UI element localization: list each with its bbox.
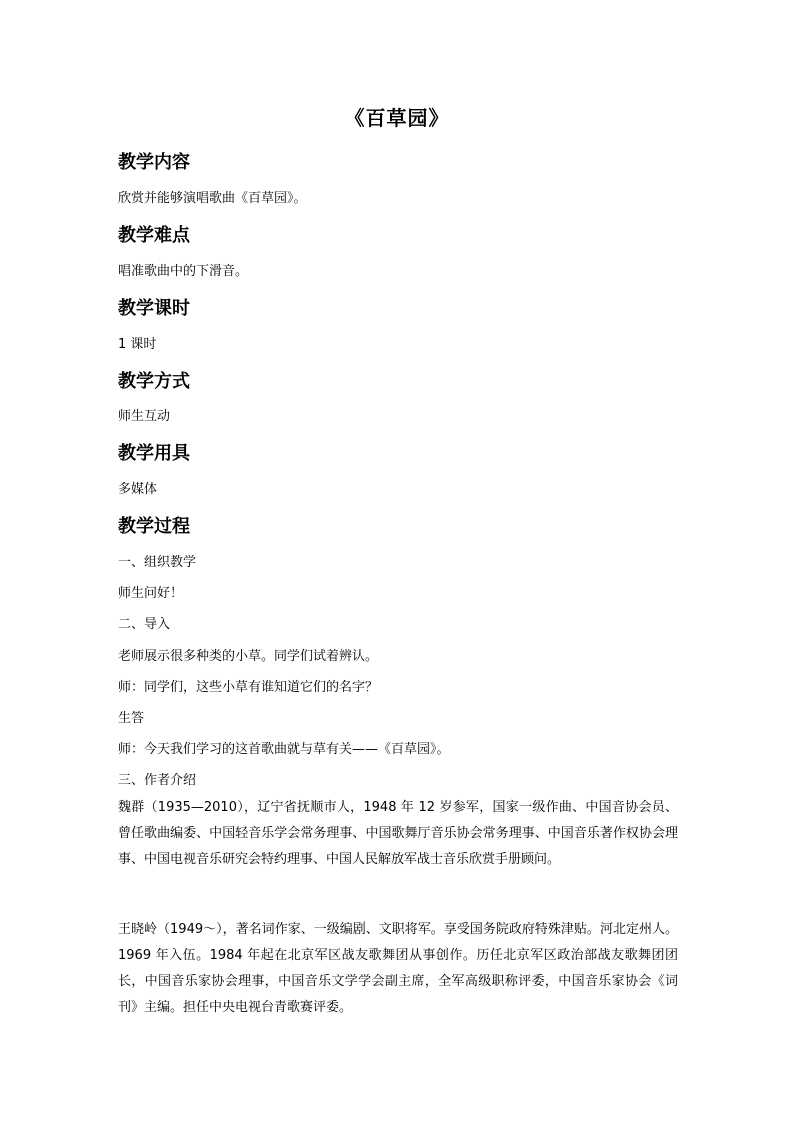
process-line: 老师展示很多种类的小草。同学们试着辨认。: [118, 649, 379, 664]
heading-tools: 教学用具: [118, 443, 190, 464]
text-hours: 1 课时: [118, 337, 157, 352]
heading-content: 教学内容: [118, 152, 190, 173]
process-line: 师生问好！: [118, 586, 184, 601]
process-line: 三、作者介绍: [118, 773, 197, 788]
process-line: 师：同学们，这些小草有谁知道它们的名字？: [118, 680, 379, 695]
heading-process: 教学过程: [118, 516, 190, 537]
text-tools: 多媒体: [118, 482, 158, 497]
text-method: 师生互动: [118, 409, 171, 424]
process-line: 生答: [118, 711, 145, 726]
heading-difficulty: 教学难点: [118, 225, 190, 246]
process-line: 二、导入: [118, 617, 171, 632]
author-intro-wangxiaoling: 王晓岭（1949～），著名词作家、一级编剧、文职将军。享受国务院政府特殊津贴。河北定州人。1969 年入伍。1984 年起在北京军区战友歌舞团从事创作。历任北京军区政治部战友歌舞团团长，中国音乐家协会理事，中国音乐文学学会副主席，全军高级职称评委，中国音乐家协会《词刊》主编。担任中央电视台青歌赛评委。: [118, 922, 678, 1015]
heading-hours: 教学课时: [118, 298, 190, 319]
text-content: 欣赏并能够演唱歌曲《百草园》。: [118, 191, 307, 206]
heading-method: 教学方式: [118, 371, 190, 392]
author-intro-weiqun: 魏群（1935—2010），辽宁省抚顺市人，1948 年 12 岁参军，国家一级作曲、中国音协会员、曾任歌曲编委、中国轻音乐学会常务理事、中国歌舞厅音乐协会常务理事、中国音乐著作权协会理事、中国电视音乐研究会特约理事、中国人民解放军战士音乐欣赏手册顾问。: [118, 800, 678, 867]
text-difficulty: 唱准歌曲中的下滑音。: [118, 264, 249, 279]
page-title: 《百草园》: [344, 106, 450, 130]
process-line: 师：今天我们学习的这首歌曲就与草有关——《百草园》。: [118, 742, 450, 757]
process-line: 一、组织教学: [118, 555, 197, 570]
